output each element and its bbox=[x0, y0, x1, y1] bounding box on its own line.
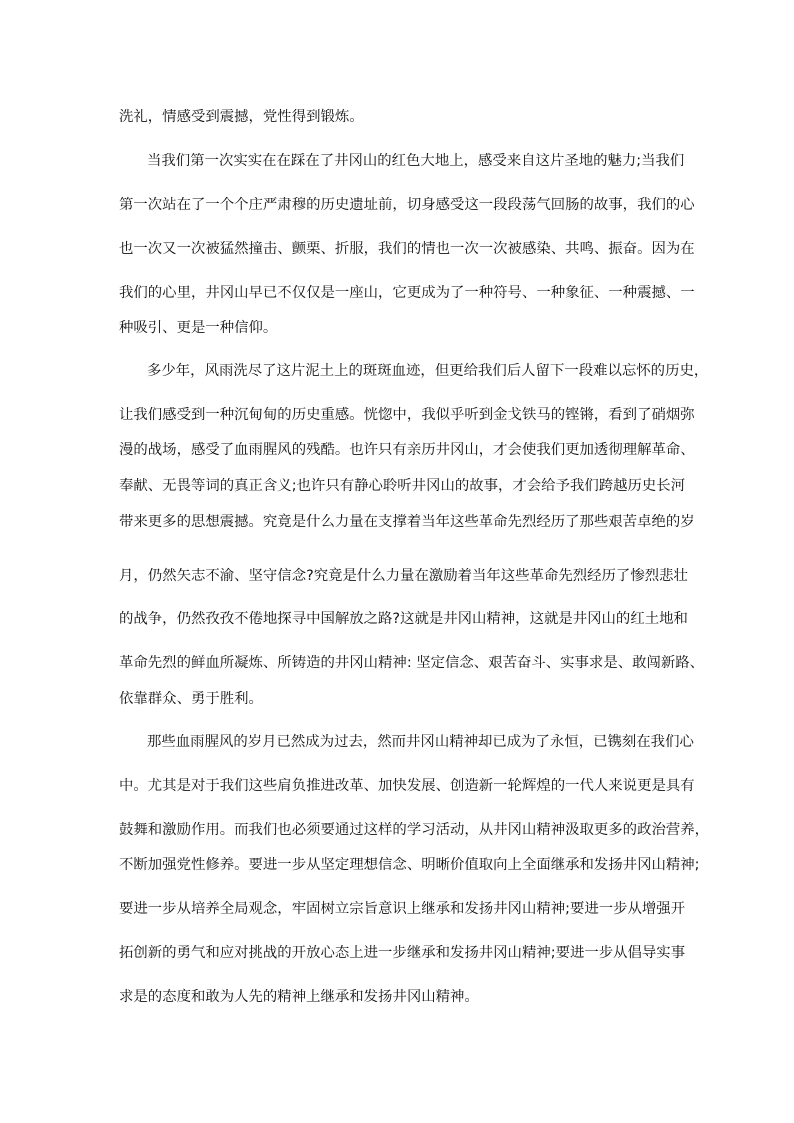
text-line: 第一次站在了一个个庄严肃穆的历史遗址前，切身感受这一段段荡气回肠的故事，我们的心 bbox=[119, 197, 695, 213]
paragraph-first-line: 多少年，风雨洗尽了这片泥土上的斑斑血迹，但更给我们后人留下一段难以忘怀的历史， bbox=[147, 363, 709, 379]
text-line: 革命先烈的鲜血所凝炼、所铸造的井冈山精神: 坚定信念、艰苦奋斗、实事求是、敢闯新路、 bbox=[119, 655, 705, 671]
text-line: 求是的态度和敢为人先的精神上继承和发扬井冈山精神。 bbox=[119, 989, 479, 1005]
text-line: 奉献、无畏等词的真正含义;也许只有静心聆听井冈山的故事，才会给予我们跨越历史长河 bbox=[119, 478, 686, 494]
text-line: 要进一步从培养全局观念，牢固树立宗旨意识上继承和发扬井冈山精神;要进一步从增强开 bbox=[119, 901, 686, 917]
text-line: 月，仍然矢志不渝、坚守信念?究竟是什么力量在激励着当年这些革命先烈经历了惨烈悲壮 bbox=[119, 568, 688, 584]
text-line: 漫的战场，感受了血雨腥风的残酷。也许只有亲历井冈山，才会使我们更加透彻理解革命、 bbox=[119, 442, 695, 458]
text-line: 让我们感受到一种沉甸甸的历史重感。恍惚中，我似乎听到金戈铁马的铿锵，看到了硝烟弥 bbox=[119, 407, 695, 423]
text-line: 我们的心里，井冈山早已不仅仅是一座山，它更成为了一种符号、一种象征、一种震撼、一 bbox=[119, 285, 695, 301]
paragraph-first-line: 那些血雨腥风的岁月已然成为过去，然而井冈山精神却已成为了永恒，已镌刻在我们心 bbox=[147, 734, 694, 750]
paragraph-first-line: 当我们第一次实实在在踩在了井冈山的红色大地上，感受来自这片圣地的魅力;当我们 bbox=[147, 153, 685, 169]
text-line: 洗礼，情感受到震撼，党性得到锻炼。 bbox=[119, 109, 364, 125]
text-line: 不断加强党性修养。要进一步从坚定理想信念、明晰价值取向上全面继承和发扬井冈山精神; bbox=[119, 857, 700, 873]
text-line: 依靠群众、勇于胜利。 bbox=[119, 691, 263, 707]
text-line: 中。尤其是对于我们这些肩负推进改革、加快发展、创造新一轮辉煌的一代人来说更是具有 bbox=[119, 778, 695, 794]
text-line: 拓创新的勇气和应对挑战的开放心态上进一步继承和发扬井冈山精神;要进一步从倡导实事 bbox=[119, 945, 686, 961]
text-line: 带来更多的思想震撼。究竟是什么力量在支撑着当年这些革命先烈经历了那些艰苦卓绝的岁 bbox=[119, 514, 695, 530]
text-line: 种吸引、更是一种信仰。 bbox=[119, 320, 278, 336]
text-line: 的战争，仍然孜孜不倦地探寻中国解放之路?这就是井冈山精神，这就是井冈山的红土地和 bbox=[119, 611, 688, 627]
text-line: 也一次又一次被猛然撞击、颤栗、折服，我们的情也一次一次被感染、共鸣、振奋。因为在 bbox=[119, 241, 695, 257]
text-line: 鼓舞和激励作用。而我们也必须要通过这样的学习活动，从井冈山精神汲取更多的政治营养， bbox=[119, 822, 710, 838]
